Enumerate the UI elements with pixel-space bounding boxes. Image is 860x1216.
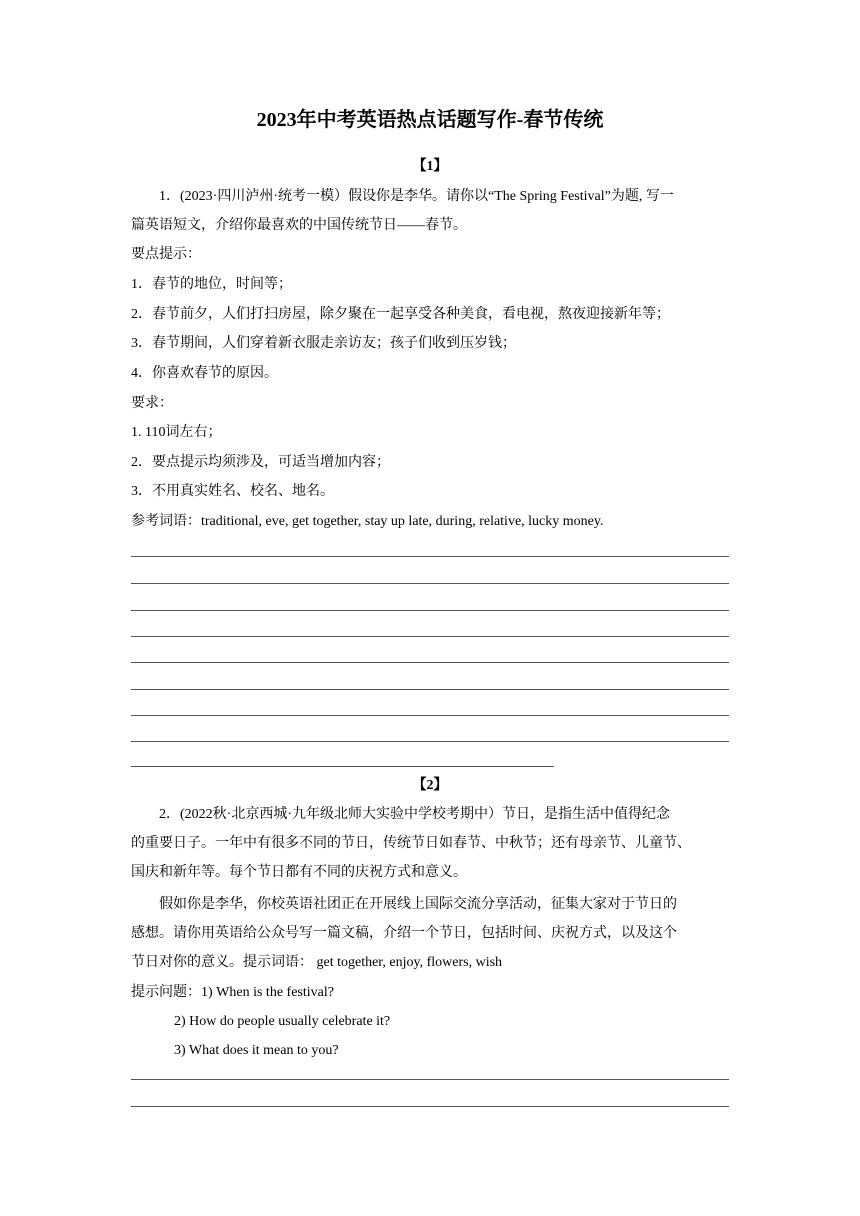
- answer-line[interactable]: [131, 715, 729, 716]
- q1-hint-item: 2．春节前夕，人们打扫房屋，除夕聚在一起享受各种美食，看电视，熬夜迎接新年等；: [131, 307, 670, 322]
- q2-question-item: 2) How do people usually celebrate it?: [174, 1014, 391, 1029]
- q1-prompt-line-2: 篇英语短文，介绍你最喜欢的中国传统节日——春节。: [131, 218, 467, 233]
- q1-requirement-item: 2．要点提示均须涉及，可适当增加内容；: [131, 455, 390, 470]
- q1-vocabulary: 参考词语：traditional, eve, get together, stay up late, during, relative, lucky money.: [131, 514, 604, 529]
- section-heading-1: 【1】: [412, 159, 448, 174]
- q2-question-item: 3) What does it mean to you?: [174, 1043, 339, 1058]
- answer-line[interactable]: [131, 741, 729, 742]
- q2-questions-row: [131, 983, 334, 1003]
- section-heading-2: 【2】: [412, 778, 448, 793]
- q2-questions-label: 提示问题：: [131, 985, 201, 1000]
- answer-line[interactable]: [131, 1079, 729, 1080]
- q1-requirement-item: 1. 110词左右；: [131, 425, 222, 440]
- q1-requirement-item: 3．不用真实姓名、校名、地名。: [131, 484, 334, 499]
- answer-line[interactable]: [131, 1106, 729, 1107]
- answer-line[interactable]: [131, 662, 729, 663]
- q2-task-line: 假如你是李华，你校英语社团正在开展线上国际交流分享活动，征集大家对于节日的: [159, 897, 677, 912]
- answer-line[interactable]: [131, 556, 729, 557]
- q1-prompt-line-1: 1．(2023·四川泸州·统考一模）假设你是李华。请你以“The Spring Festival”为题, 写一: [159, 189, 674, 204]
- q2-question-item: 1) When is the festival?: [201, 985, 334, 1000]
- q1-hint-item: 3．春节期间，人们穿着新衣服走亲访友；孩子们收到压岁钱；: [131, 336, 516, 351]
- q1-hint-item: 1．春节的地位，时间等；: [131, 277, 292, 292]
- q1-hints-label: 要点提示：: [131, 247, 201, 262]
- answer-line[interactable]: [131, 583, 729, 584]
- q2-intro-line: 2．(2022秋·北京西城·九年级北师大实验中学校考期中）节日，是指生活中值得纪念: [159, 807, 670, 822]
- answer-line[interactable]: [131, 610, 729, 611]
- answer-line[interactable]: [131, 689, 729, 690]
- answer-line[interactable]: [131, 766, 554, 767]
- answer-line[interactable]: [131, 636, 729, 637]
- page-title: 2023年中考英语热点话题写作-春节传统: [256, 109, 604, 131]
- q2-task-line: 感想。请你用英语给公众号写一篇文稿，介绍一个节日，包括时间、庆祝方式，以及这个: [131, 926, 677, 941]
- q2-intro-line: 国庆和新年等。每个节日都有不同的庆祝方式和意义。: [131, 865, 467, 880]
- q1-requirements-label: 要求：: [131, 396, 173, 411]
- q2-task-line: 节日对你的意义。提示词语： get together, enjoy, flowers, wish: [131, 955, 503, 970]
- q1-hint-item: 4．你喜欢春节的原因。: [131, 366, 278, 381]
- q2-intro-line: 的重要日子。一年中有很多不同的节日，传统节日如春节、中秋节；还有母亲节、儿童节、: [131, 836, 691, 851]
